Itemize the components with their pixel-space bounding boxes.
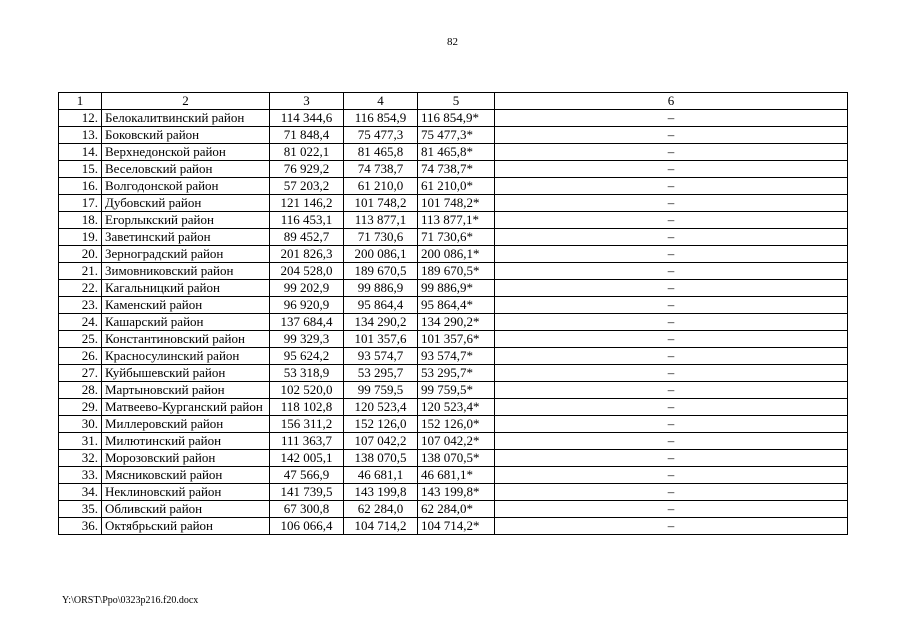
note-col-6: – <box>495 365 848 382</box>
value-col-4: 53 295,7 <box>344 365 418 382</box>
value-col-5: 75 477,3* <box>418 127 495 144</box>
table-row <box>59 365 848 382</box>
row-number: 29. <box>59 399 102 416</box>
value-col-5: 46 681,1* <box>418 467 495 484</box>
value-col-5: 143 199,8* <box>418 484 495 501</box>
value-col-3: 118 102,8 <box>270 399 344 416</box>
district-name: Егорлыкский район <box>102 212 270 229</box>
table-row <box>59 314 848 331</box>
value-col-5: 113 877,1* <box>418 212 495 229</box>
row-number: 34. <box>59 484 102 501</box>
file-path-footer: Y:\ORST\Ppo\0323p216.f20.docx <box>62 595 199 606</box>
table-row <box>59 450 848 467</box>
row-number: 27. <box>59 365 102 382</box>
note-col-6: – <box>495 484 848 501</box>
value-col-5: 99 759,5* <box>418 382 495 399</box>
value-col-5: 53 295,7* <box>418 365 495 382</box>
value-col-3: 47 566,9 <box>270 467 344 484</box>
value-col-5: 101 748,2* <box>418 195 495 212</box>
row-number: 33. <box>59 467 102 484</box>
value-col-3: 142 005,1 <box>270 450 344 467</box>
value-col-4: 95 864,4 <box>344 297 418 314</box>
row-number: 31. <box>59 433 102 450</box>
page-number: 82 <box>447 36 458 48</box>
row-number: 24. <box>59 314 102 331</box>
note-col-6: – <box>495 280 848 297</box>
table-row <box>59 195 848 212</box>
value-col-5: 104 714,2* <box>418 518 495 535</box>
value-col-5: 93 574,7* <box>418 348 495 365</box>
value-col-4: 75 477,3 <box>344 127 418 144</box>
row-number: 18. <box>59 212 102 229</box>
value-col-5: 62 284,0* <box>418 501 495 518</box>
table-row <box>59 467 848 484</box>
value-col-3: 96 920,9 <box>270 297 344 314</box>
value-col-3: 89 452,7 <box>270 229 344 246</box>
value-col-3: 204 528,0 <box>270 263 344 280</box>
value-col-3: 53 318,9 <box>270 365 344 382</box>
value-col-3: 116 453,1 <box>270 212 344 229</box>
value-col-4: 143 199,8 <box>344 484 418 501</box>
row-number: 15. <box>59 161 102 178</box>
value-col-5: 152 126,0* <box>418 416 495 433</box>
note-col-6: – <box>495 110 848 127</box>
value-col-5: 134 290,2* <box>418 314 495 331</box>
value-col-3: 111 363,7 <box>270 433 344 450</box>
value-col-3: 81 022,1 <box>270 144 344 161</box>
table-row <box>59 212 848 229</box>
note-col-6: – <box>495 450 848 467</box>
table-row <box>59 280 848 297</box>
value-col-4: 134 290,2 <box>344 314 418 331</box>
row-number: 23. <box>59 297 102 314</box>
note-col-6: – <box>495 314 848 331</box>
row-number: 25. <box>59 331 102 348</box>
note-col-6: – <box>495 195 848 212</box>
row-number: 12. <box>59 110 102 127</box>
district-name: Мартыновский район <box>102 382 270 399</box>
header-col-3: 3 <box>270 93 344 110</box>
table-row <box>59 297 848 314</box>
district-table <box>58 92 848 535</box>
table-row <box>59 382 848 399</box>
district-name: Веселовский район <box>102 161 270 178</box>
value-col-4: 200 086,1 <box>344 246 418 263</box>
row-number: 32. <box>59 450 102 467</box>
value-col-3: 76 929,2 <box>270 161 344 178</box>
value-col-4: 99 886,9 <box>344 280 418 297</box>
table-row <box>59 416 848 433</box>
district-name: Куйбышевский район <box>102 365 270 382</box>
value-col-4: 120 523,4 <box>344 399 418 416</box>
value-col-3: 99 329,3 <box>270 331 344 348</box>
table-row <box>59 348 848 365</box>
table-row <box>59 501 848 518</box>
row-number: 30. <box>59 416 102 433</box>
note-col-6: – <box>495 382 848 399</box>
value-col-4: 99 759,5 <box>344 382 418 399</box>
district-name: Матвеево-Курганский район <box>102 399 270 416</box>
district-name: Кашарский район <box>102 314 270 331</box>
note-col-6: – <box>495 178 848 195</box>
value-col-5: 81 465,8* <box>418 144 495 161</box>
value-col-3: 99 202,9 <box>270 280 344 297</box>
district-name: Милютинский район <box>102 433 270 450</box>
table-row <box>59 178 848 195</box>
value-col-4: 74 738,7 <box>344 161 418 178</box>
value-col-5: 189 670,5* <box>418 263 495 280</box>
note-col-6: – <box>495 127 848 144</box>
row-number: 21. <box>59 263 102 280</box>
district-name: Обливский район <box>102 501 270 518</box>
district-name: Мясниковский район <box>102 467 270 484</box>
value-col-5: 71 730,6* <box>418 229 495 246</box>
district-name: Миллеровский район <box>102 416 270 433</box>
district-name: Заветинский район <box>102 229 270 246</box>
value-col-3: 156 311,2 <box>270 416 344 433</box>
value-col-4: 152 126,0 <box>344 416 418 433</box>
district-name: Белокалитвинский район <box>102 110 270 127</box>
district-name: Красносулинский район <box>102 348 270 365</box>
note-col-6: – <box>495 246 848 263</box>
row-number: 13. <box>59 127 102 144</box>
district-name: Октябрьский район <box>102 518 270 535</box>
row-number: 35. <box>59 501 102 518</box>
value-col-4: 104 714,2 <box>344 518 418 535</box>
header-col-1: 1 <box>59 93 102 110</box>
header-col-6: 6 <box>495 93 848 110</box>
district-name: Волгодонской район <box>102 178 270 195</box>
row-number: 28. <box>59 382 102 399</box>
value-col-4: 93 574,7 <box>344 348 418 365</box>
value-col-5: 200 086,1* <box>418 246 495 263</box>
district-name: Боковский район <box>102 127 270 144</box>
value-col-5: 95 864,4* <box>418 297 495 314</box>
note-col-6: – <box>495 161 848 178</box>
district-name: Дубовский район <box>102 195 270 212</box>
note-col-6: – <box>495 501 848 518</box>
value-col-5: 101 357,6* <box>418 331 495 348</box>
value-col-3: 137 684,4 <box>270 314 344 331</box>
value-col-3: 201 826,3 <box>270 246 344 263</box>
value-col-4: 71 730,6 <box>344 229 418 246</box>
value-col-3: 71 848,4 <box>270 127 344 144</box>
value-col-3: 102 520,0 <box>270 382 344 399</box>
district-name: Константиновский район <box>102 331 270 348</box>
table-row <box>59 127 848 144</box>
value-col-4: 101 748,2 <box>344 195 418 212</box>
note-col-6: – <box>495 416 848 433</box>
value-col-4: 101 357,6 <box>344 331 418 348</box>
district-name: Кагальницкий район <box>102 280 270 297</box>
note-col-6: – <box>495 467 848 484</box>
table-row <box>59 229 848 246</box>
value-col-4: 81 465,8 <box>344 144 418 161</box>
table-row <box>59 331 848 348</box>
note-col-6: – <box>495 212 848 229</box>
value-col-5: 138 070,5* <box>418 450 495 467</box>
table-row <box>59 110 848 127</box>
value-col-5: 99 886,9* <box>418 280 495 297</box>
value-col-3: 57 203,2 <box>270 178 344 195</box>
header-col-4: 4 <box>344 93 418 110</box>
district-name: Каменский район <box>102 297 270 314</box>
value-col-4: 113 877,1 <box>344 212 418 229</box>
row-number: 16. <box>59 178 102 195</box>
value-col-5: 61 210,0* <box>418 178 495 195</box>
note-col-6: – <box>495 348 848 365</box>
district-name: Верхнедонской район <box>102 144 270 161</box>
header-col-2: 2 <box>102 93 270 110</box>
row-number: 14. <box>59 144 102 161</box>
table-row <box>59 161 848 178</box>
note-col-6: – <box>495 297 848 314</box>
value-col-3: 121 146,2 <box>270 195 344 212</box>
table-row <box>59 399 848 416</box>
value-col-4: 107 042,2 <box>344 433 418 450</box>
value-col-3: 106 066,4 <box>270 518 344 535</box>
row-number: 22. <box>59 280 102 297</box>
row-number: 36. <box>59 518 102 535</box>
note-col-6: – <box>495 433 848 450</box>
district-name: Морозовский район <box>102 450 270 467</box>
table-row <box>59 518 848 535</box>
value-col-3: 141 739,5 <box>270 484 344 501</box>
value-col-3: 67 300,8 <box>270 501 344 518</box>
table-row <box>59 263 848 280</box>
note-col-6: – <box>495 399 848 416</box>
value-col-5: 120 523,4* <box>418 399 495 416</box>
note-col-6: – <box>495 518 848 535</box>
value-col-5: 116 854,9* <box>418 110 495 127</box>
table-row <box>59 433 848 450</box>
row-number: 17. <box>59 195 102 212</box>
district-name: Зимовниковский район <box>102 263 270 280</box>
note-col-6: – <box>495 331 848 348</box>
value-col-4: 189 670,5 <box>344 263 418 280</box>
value-col-3: 95 624,2 <box>270 348 344 365</box>
value-col-4: 46 681,1 <box>344 467 418 484</box>
note-col-6: – <box>495 263 848 280</box>
district-name: Неклиновский район <box>102 484 270 501</box>
note-col-6: – <box>495 144 848 161</box>
table-row <box>59 484 848 501</box>
value-col-5: 74 738,7* <box>418 161 495 178</box>
header-row <box>59 93 848 110</box>
district-name: Зерноградский район <box>102 246 270 263</box>
value-col-4: 61 210,0 <box>344 178 418 195</box>
value-col-5: 107 042,2* <box>418 433 495 450</box>
value-col-3: 114 344,6 <box>270 110 344 127</box>
row-number: 20. <box>59 246 102 263</box>
table-row <box>59 144 848 161</box>
note-col-6: – <box>495 229 848 246</box>
header-col-5: 5 <box>418 93 495 110</box>
value-col-4: 62 284,0 <box>344 501 418 518</box>
value-col-4: 138 070,5 <box>344 450 418 467</box>
table-row <box>59 246 848 263</box>
value-col-4: 116 854,9 <box>344 110 418 127</box>
row-number: 26. <box>59 348 102 365</box>
row-number: 19. <box>59 229 102 246</box>
